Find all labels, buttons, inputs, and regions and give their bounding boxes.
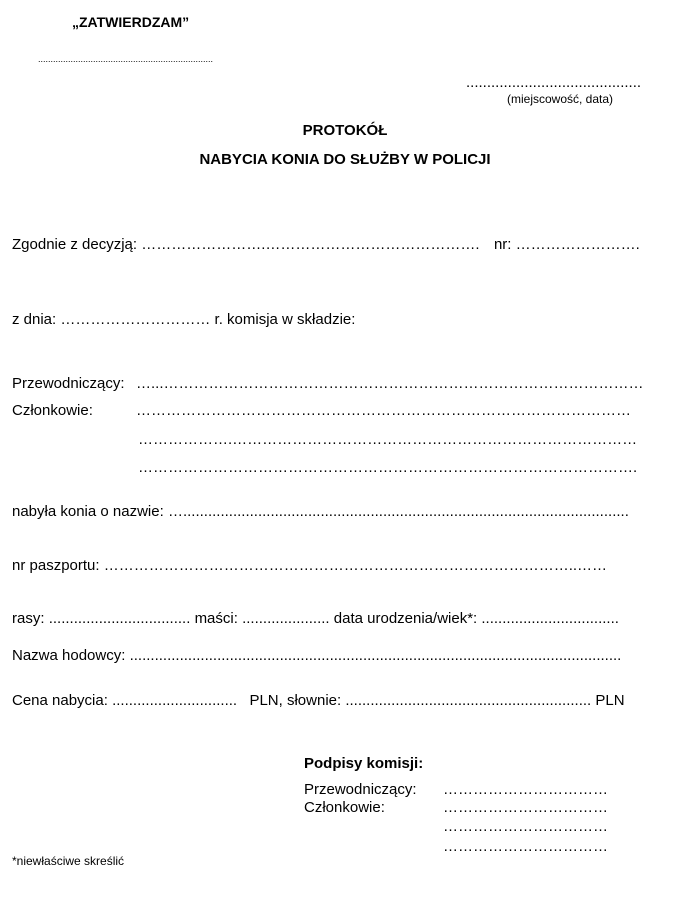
colour-field[interactable]: .....................	[242, 610, 330, 627]
breed-label: rasy:	[12, 610, 45, 627]
signatures-heading: Podpisy komisji:	[304, 755, 424, 772]
decision-row	[12, 236, 640, 253]
approval-signature-line[interactable]: ......................................................................	[38, 54, 214, 64]
breed-field[interactable]: ..................................	[48, 610, 191, 627]
place-date-line[interactable]: ..........................................	[466, 74, 642, 91]
member-line-3[interactable]: ……………………………………………………………………………………….	[138, 459, 638, 476]
signatures-chair-label: Przewodniczący:	[304, 781, 417, 798]
footnote: *niewłaściwe skreślić	[12, 854, 125, 868]
breed-row	[12, 610, 619, 627]
breeder-field[interactable]: ......................................................................................................................	[129, 647, 622, 664]
document-subtitle: NABYCIA KONIA DO SŁUŻBY W POLICJI	[199, 151, 491, 168]
date-label: z dnia:	[12, 311, 57, 328]
horse-name-row	[12, 503, 629, 520]
chair-label: Przewodniczący:	[12, 375, 125, 392]
commission-text: r. komisja w składzie:	[214, 311, 356, 328]
colour-label: maści:	[194, 610, 238, 627]
price-field[interactable]: ..............................	[112, 692, 238, 709]
decision-nr-label: nr:	[493, 236, 512, 253]
signatures-member-line-2[interactable]: ……………………………	[443, 818, 608, 835]
chair-field[interactable]: …...……………………………………………………………………………………	[136, 375, 644, 392]
birth-label: data urodzenia/wiek*:	[333, 610, 478, 627]
place-date-label: (miejscowość, data)	[507, 92, 614, 106]
decision-nr-field[interactable]: …………………….	[515, 236, 640, 253]
horse-name-label: nabyła konia o nazwie:	[12, 503, 164, 520]
member-line-2[interactable]: ……………….………………………………………………………………………	[138, 431, 638, 448]
price-label: Cena nabycia:	[12, 692, 108, 709]
passport-row	[12, 557, 607, 574]
price-words-field[interactable]: ...........................................................	[345, 692, 592, 709]
member-line-1[interactable]: ………………………………………………………………………………………	[136, 402, 631, 419]
approval-heading: „ZATWIERDZAM”	[72, 14, 190, 30]
price-currency-words-label: PLN, słownie:	[249, 692, 342, 709]
date-commission-row	[12, 311, 355, 328]
passport-label: nr paszportu:	[12, 557, 100, 574]
price-currency-suffix: PLN	[595, 692, 625, 709]
breeder-label: Nazwa hodowcy:	[12, 647, 126, 664]
passport-field[interactable]: …………………………………………………………………………………..……	[103, 557, 608, 574]
document-title: PROTOKÓŁ	[302, 122, 388, 139]
horse-name-field[interactable]: …...........................................................................................................	[167, 503, 629, 520]
members-label: Członkowie:	[12, 402, 93, 419]
date-field[interactable]: …………………………	[60, 311, 211, 328]
signatures-member-line-1[interactable]: ……………………………	[443, 799, 608, 816]
price-row	[12, 692, 625, 709]
decision-label: Zgodnie z decyzją:	[12, 236, 138, 253]
signatures-chair-line[interactable]: ……………………………	[443, 781, 608, 798]
signatures-members-label: Członkowie:	[304, 799, 385, 816]
breeder-row	[12, 647, 621, 664]
decision-field[interactable]: …………………….…………………………………….	[141, 236, 480, 253]
signatures-member-line-3[interactable]: ……………………………	[443, 838, 608, 855]
birth-field[interactable]: .................................	[481, 610, 619, 627]
